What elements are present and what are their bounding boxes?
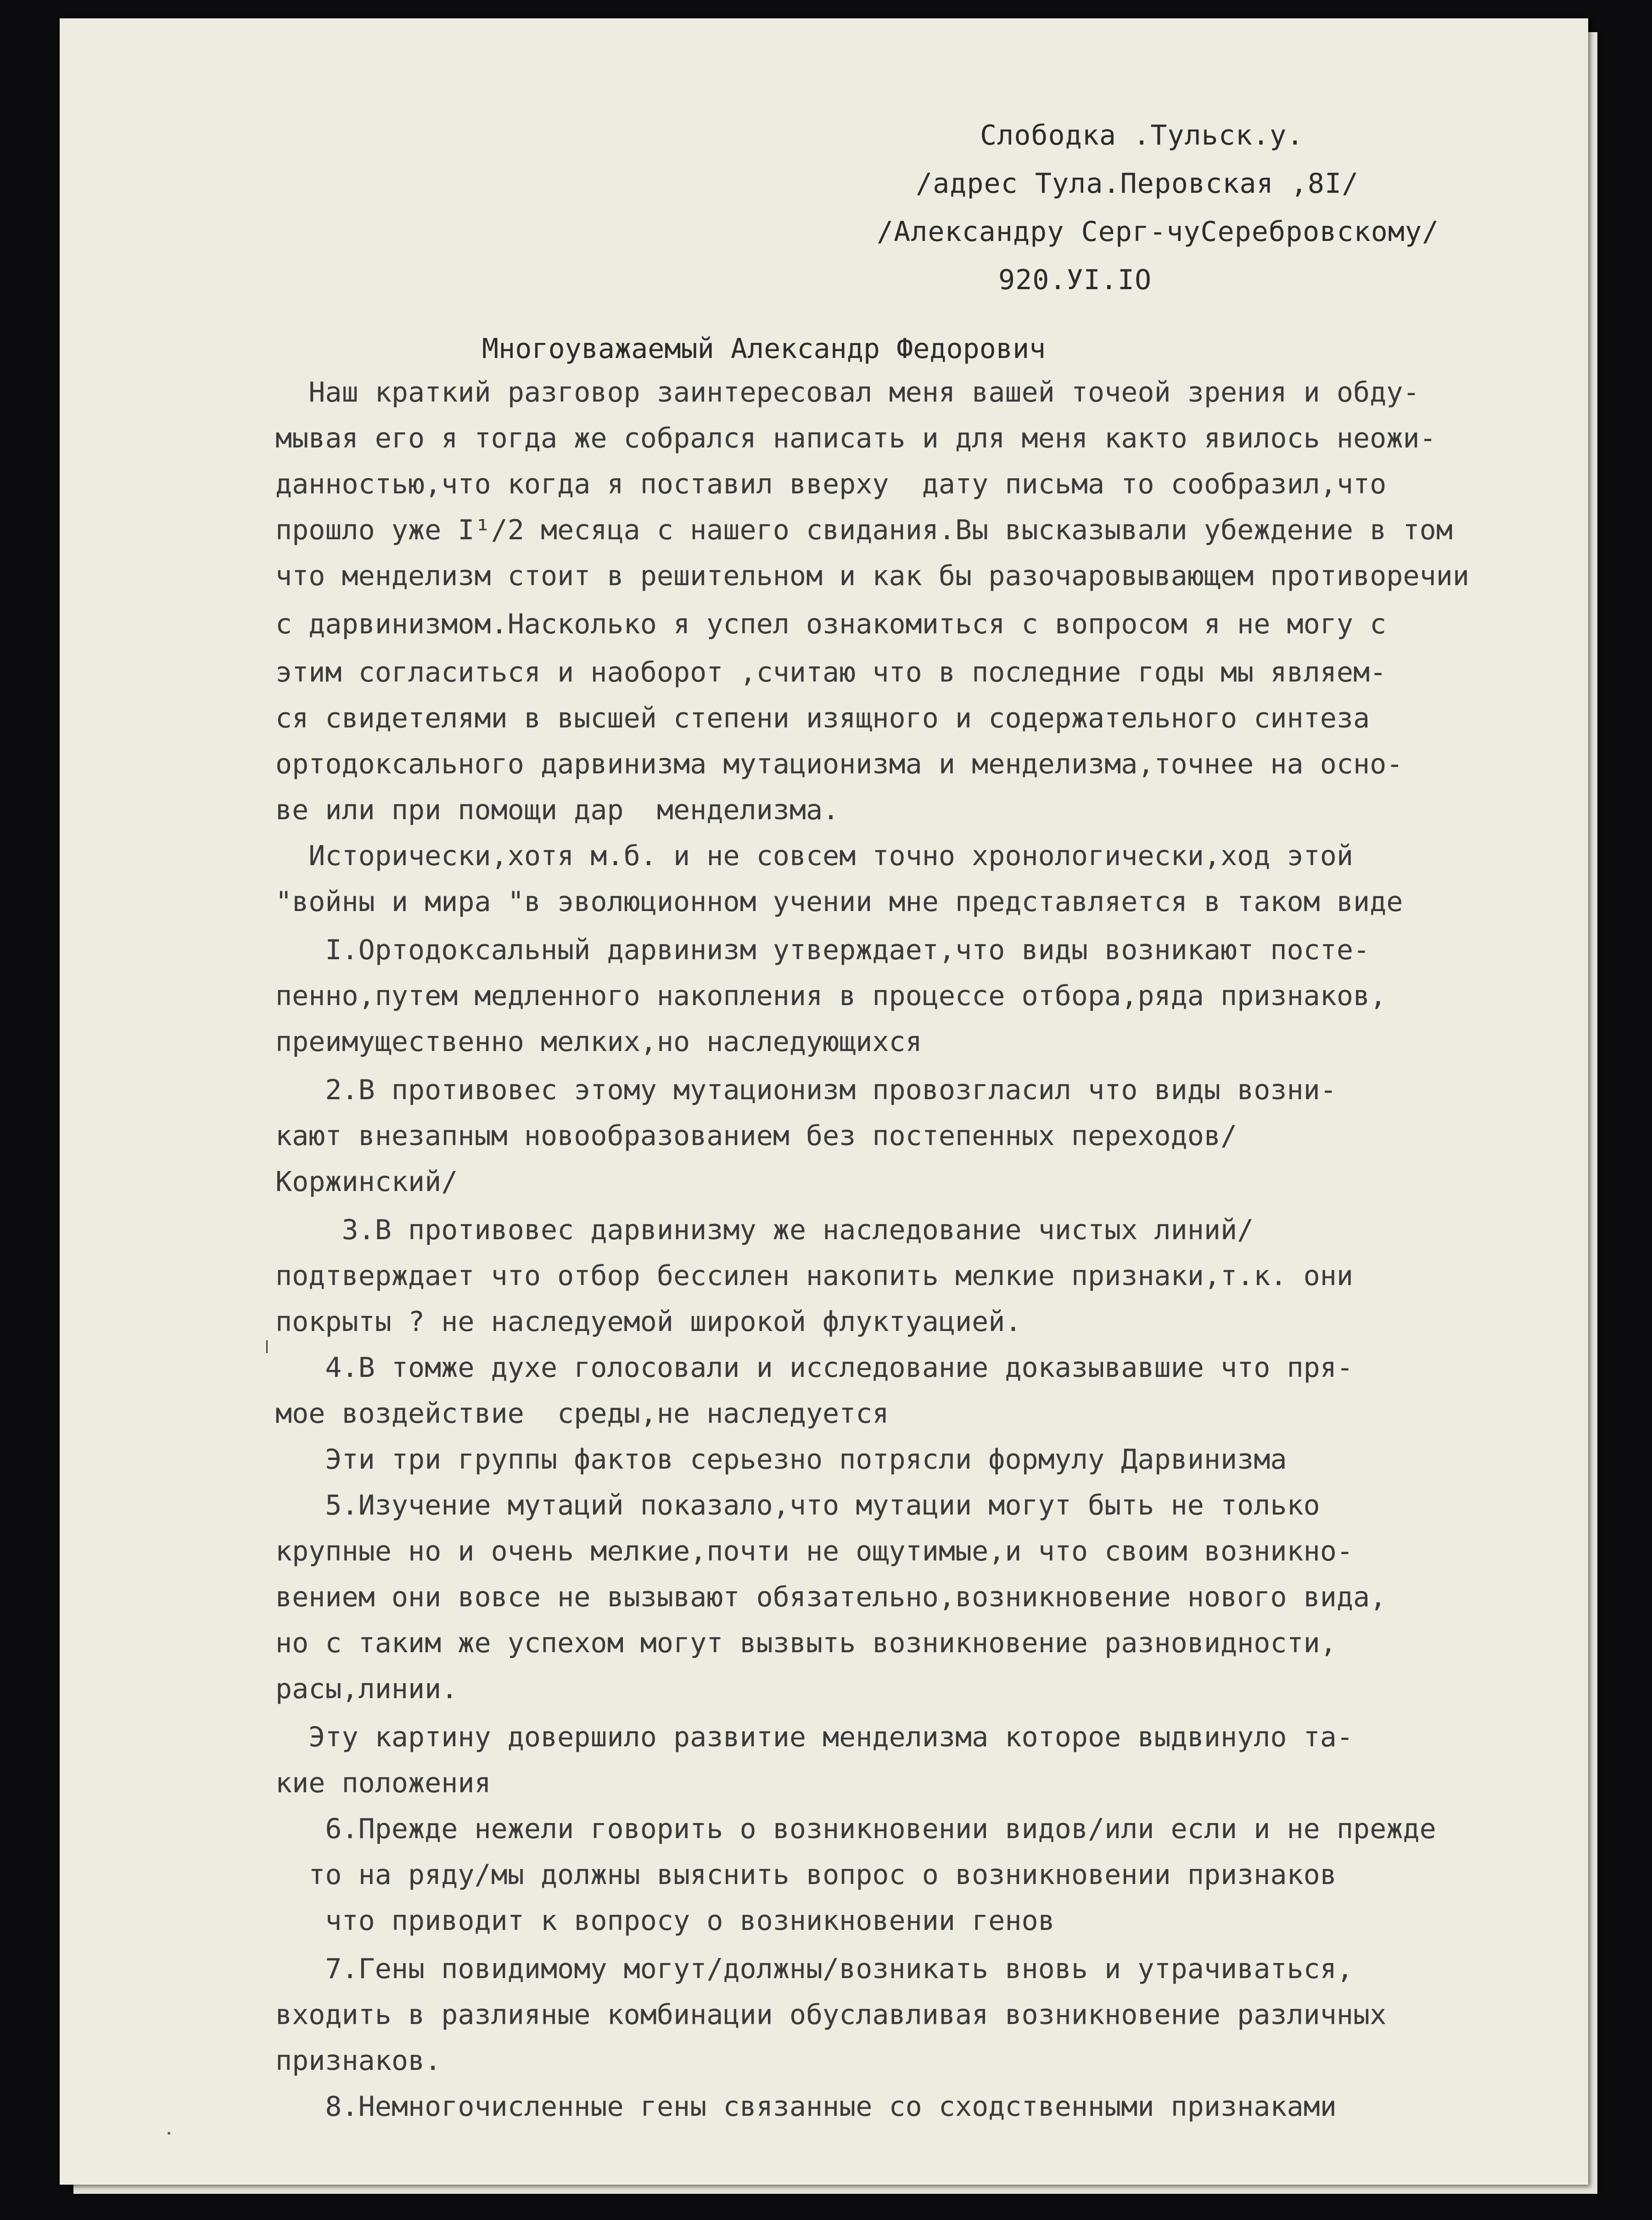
body-line: расы,линии. bbox=[275, 1673, 458, 1705]
body-line: "войны и мира "в эволюционном учении мне представляется в таком виде bbox=[275, 886, 1403, 918]
body-line: признаков. bbox=[275, 2045, 442, 2077]
body-line: этим согласиться и наоборот ,считаю что в последние годы мы являем- bbox=[275, 656, 1387, 688]
body-line: прошло уже I¹/2 месяца с нашего свидания.Вы высказывали убеждение в том bbox=[275, 514, 1453, 546]
body-line: вением они вовсе не вызывают обязательно,возникновение нового вида, bbox=[275, 1581, 1387, 1613]
body-line: 5.Изучение мутаций показало,что мутации могут быть не только bbox=[275, 1489, 1320, 1521]
address-line-2: /адрес Тула.Перовская ,8I/ bbox=[916, 168, 1359, 200]
body-line: Исторически,хотя м.б. и не совсем точно хронологически,ход этой bbox=[275, 840, 1353, 872]
body-line: что приводит к вопросу о возникновении генов bbox=[275, 1905, 1055, 1937]
salutation: Многоуважаемый Александр Федорович bbox=[482, 333, 1046, 365]
body-line: пенно,путем медленного накопления в процессе отбора,ряда признаков, bbox=[275, 980, 1387, 1012]
body-line: мое воздействие среды,не наследуется bbox=[275, 1398, 889, 1430]
body-line: кают внезапным новообразованием без постепенных переходов/ bbox=[275, 1120, 1238, 1152]
body-line: подтверждает что отбор бессилен накопить мелкие признаки,т.к. они bbox=[275, 1260, 1353, 1292]
address-line-3: /Александру Серг-чуСеребровскому/ bbox=[877, 216, 1439, 248]
body-line: I.Ортодоксальный дарвинизм утверждает,что виды возникают посте- bbox=[275, 934, 1370, 966]
stray-dot-mark bbox=[168, 2132, 170, 2135]
body-line: Эти три группы фактов серьезно потрясли формулу Дарвинизма bbox=[275, 1443, 1287, 1476]
body-line: Коржинский/ bbox=[275, 1166, 458, 1198]
body-line: 2.В противовес этому мутационизм провозгласил что виды возни- bbox=[275, 1074, 1337, 1106]
body-line: входить в разлияные комбинации обуславливая возникновение различных bbox=[275, 1999, 1387, 2031]
body-line: мывая его я тогда же собрался написать и для меня както явилось неожи- bbox=[275, 422, 1436, 454]
body-line: крупные но и очень мелкие,почти не ощутимые,и что своим возникно- bbox=[275, 1535, 1353, 1567]
body-line: 4.В томже духе голосовали и исследование доказывавшие что пря- bbox=[275, 1352, 1353, 1384]
body-line: 6.Прежде нежели говорить о возникновении видов/или если и не прежде bbox=[275, 1813, 1436, 1845]
body-line: ся свидетелями в высшей степени изящного и содержательного синтеза bbox=[275, 702, 1370, 734]
body-line: с дарвинизмом.Насколько я успел ознакомиться с вопросом я не могу с bbox=[275, 608, 1387, 640]
letter-date: 920.УI.IO bbox=[998, 264, 1152, 296]
address-line-1: Слободка .Тульск.у. bbox=[980, 119, 1304, 151]
body-line: Эту картину довершило развитие менделизма которое выдвинуло та- bbox=[275, 1721, 1353, 1753]
body-line: 3.В противовес дарвинизму же наследование чистых линий/ bbox=[275, 1214, 1254, 1246]
body-line: кие положения bbox=[275, 1767, 491, 1799]
body-line: то на ряду/мы должны выяснить вопрос о возникновении признаков bbox=[275, 1859, 1337, 1891]
body-line: ортодоксального дарвинизма мутационизма и менделизма,точнее на осно- bbox=[275, 748, 1403, 780]
body-line: что менделизм стоит в решительном и как бы разочаровывающем противоречии bbox=[275, 560, 1469, 592]
body-line: покрыты ? не наследуемой широкой флуктуацией. bbox=[275, 1306, 1022, 1338]
body-line: данностью,что когда я поставил вверху дату письма то сообразил,что bbox=[275, 468, 1387, 500]
body-line: Наш краткий разговор заинтересовал меня вашей точеой зрения и обду- bbox=[275, 376, 1420, 408]
body-line: 7.Гены повидимому могут/должны/возникать вновь и утрачиваться, bbox=[275, 1953, 1353, 1985]
letter-page bbox=[60, 18, 1588, 2185]
body-line: 8.Немногочисленные гены связанные со сходственными признаками bbox=[275, 2091, 1337, 2123]
body-line: преимущественно мелких,но наследующихся bbox=[275, 1026, 922, 1058]
body-line: ве или при помощи дар менделизма. bbox=[275, 794, 840, 826]
body-line: но с таким же успехом могут вызвыть возникновение разновидности, bbox=[275, 1627, 1337, 1659]
margin-tick-mark bbox=[266, 1340, 268, 1353]
